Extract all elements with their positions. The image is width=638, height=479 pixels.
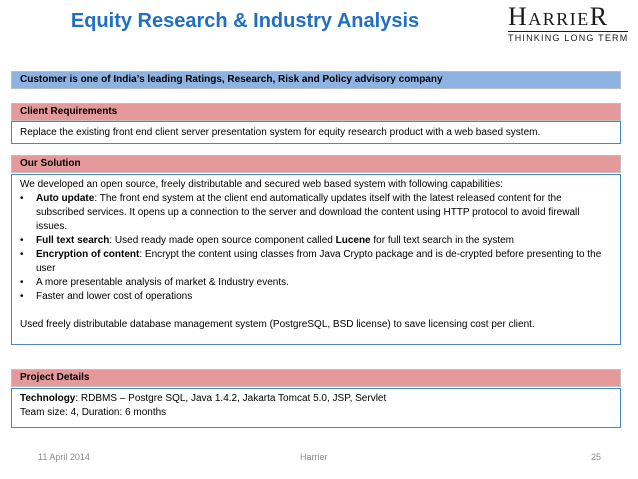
client-requirements-box <box>11 121 621 144</box>
bullet-icon: • <box>20 193 24 204</box>
logo-tagline: THINKING LONG TERM <box>508 33 629 43</box>
project-details-box <box>11 388 621 428</box>
bullet-lower-cost: • Faster and lower cost of operations <box>20 291 193 302</box>
customer-bar: Customer is one of India’s leading Ratings, Research, Risk and Policy advisory company <box>11 71 621 89</box>
bullet-icon: • <box>20 235 24 246</box>
our-solution-box <box>11 174 621 345</box>
our-solution-header: Our Solution <box>11 155 621 173</box>
bullet-icon: • <box>20 277 24 288</box>
footer-date: 11 April 2014 <box>38 452 90 462</box>
bullet-full-text-search: • Full text search: Used ready made open source component called Lucene for full text search in the system <box>20 235 515 246</box>
client-requirements-text: Replace the existing front end client server presentation system for equity research product with a web based system. <box>20 127 541 138</box>
bullet-icon: • <box>20 291 24 302</box>
project-team: Team size: 4, Duration: 6 months <box>20 407 167 418</box>
project-details-header: Project Details <box>11 369 621 387</box>
solution-intro: We developed an open source, freely distributable and secured web based system with following capabilities: <box>20 179 503 190</box>
footer-page-number: 25 <box>591 452 602 462</box>
bullet-auto-update: • Auto update: The front end system at the client end automatically updates itself with the latest released content for the subscribed services. It opens up a connection to the server and download the content using HTTP protocol to avoid firewall issues. <box>20 193 580 232</box>
solution-closing: Used freely distributable database management system (PostgreSQL, BSD license) to save licensing cost per client. <box>20 319 535 330</box>
logo-divider <box>508 31 628 32</box>
client-requirements-header: Client Requirements <box>11 103 621 121</box>
solution-bullet-list <box>20 192 612 304</box>
bullet-presentable-analysis: • A more presentable analysis of market & Industry events. <box>20 277 289 288</box>
bullet-icon: • <box>20 249 24 260</box>
harrier-logo <box>508 2 630 46</box>
slide-title: Equity Research & Industry Analysis <box>70 10 420 32</box>
footer-company: Harrier <box>300 452 328 462</box>
project-technology: Technology: RDBMS – Postgre SQL, Java 1.4.2, Jakarta Tomcat 5.0, JSP, Servlet <box>20 393 387 404</box>
bullet-encryption: • Encryption of content: Encrypt the content using classes from Java Crypto package and is de-crypted before presenting to the user <box>20 249 602 274</box>
logo-wordmark: HARRIER <box>508 2 609 31</box>
